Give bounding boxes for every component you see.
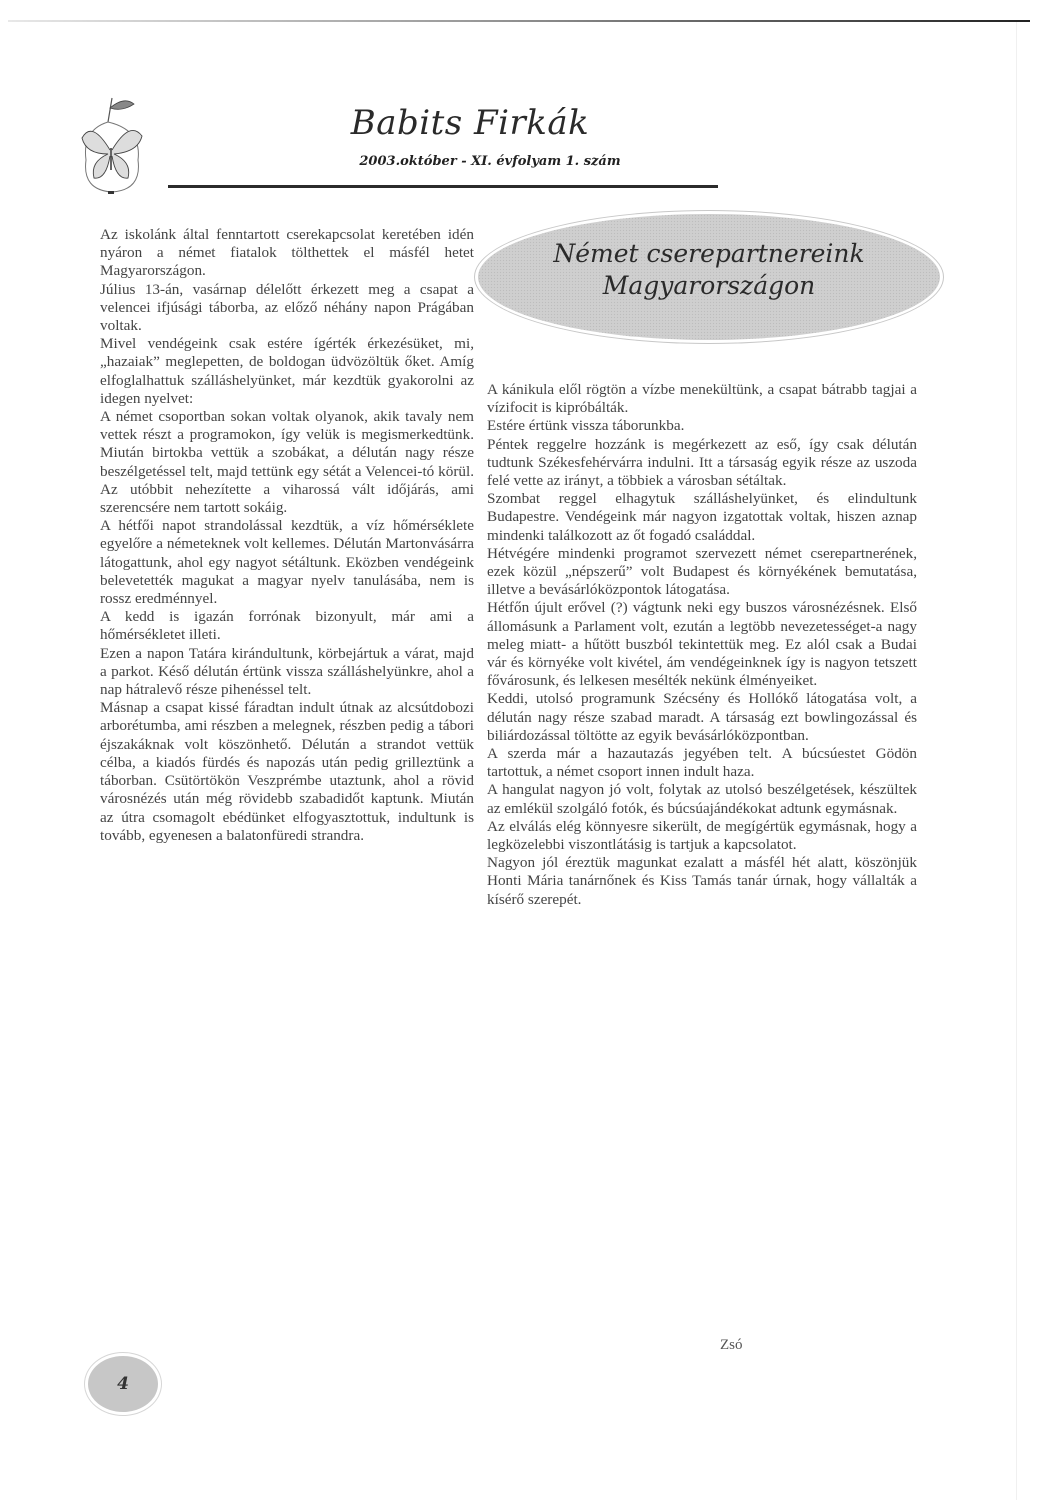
paragraph: Hétvégére mindenki programot szervezett német cserepartnerének, ezek közül „népszerű” volt Budapest és környékének bemutatása, illetve a bevásárlóközpontok látogatása. — [487, 544, 917, 599]
newsletter-title: Babits Firkák — [350, 103, 590, 143]
paragraph: A hangulat nagyon jó volt, folytak az utolsó beszélgetések, készültek az emlékül szolgáló fotók, és búcsúajándékokat adtunk egymásnak. — [487, 781, 917, 817]
masthead-divider — [168, 185, 718, 188]
author-signature: Zsó — [720, 1337, 743, 1353]
paragraph: A kedd is igazán forrónak bizonyult, már ami a hőmérsékletet illeti. — [100, 608, 474, 644]
scan-right-edge — [1016, 22, 1017, 1500]
article-title-line1: Német cserepartnereink — [553, 239, 865, 268]
paragraph: A kánikula elől rögtön a vízbe menekültünk, a csapat bátrabb tagjai a vízifocit is kipróbálták. — [487, 381, 917, 417]
pear-butterfly-icon — [72, 90, 162, 200]
paragraph: A német csoportban sokan voltak olyanok, akik tavaly nem vettek részt a programokon, így velük is megismerkedtünk. Miután birtokba vettük a szobákat, a délután nagy része beszélgetéssel telt, majd tettünk egy sétát a Velencei-tó körül. Az utóbbit nehezítette a viharossá vált időjárás, ami szerencsére nem tartott sokáig. — [100, 408, 474, 517]
paragraph: A hétfői napot strandolással kezdtük, a víz hőmérséklete egyelőre a németeknek volt kellemes. Délután Martonvásárra látogattunk, ahol egy nagyot sétáltunk. Eközben vendégeink belevetették magukat a magyar nyelv tanulásába, nem is rossz eredménnyel. — [100, 517, 474, 608]
paragraph: Keddi, utolsó programunk Szécsény és Hollókő látogatása volt, a délután nagy része szabad maradt. A társaság ezt bowlingozással és biliárdozással töltötte az egyik bevásárlóközpontban. — [487, 690, 917, 744]
paragraph: A szerda már a hazautazás jegyében telt. A búcsúestet Gödön tartottuk, a német csoport innen indult haza. — [487, 745, 917, 781]
paragraph: Másnap a csapat kissé fáradtan indult útnak az alcsútdobozi arborétumba, ami részben a melegnek, részben pedig a tábori éjszakáknak volt köszönhető. Délután a strandot vettük célba, a kiadós fürdés és napozás után pedig grilleztünk a táborban. Csütörtökön Veszprémbe utaztunk, ahol a rövid városnézés után még rövidebb szabadidőt kaptunk. Miután az útra csomagolt ebédünket elfogyasztottuk, indultunk is tovább, egyenesen a balatonfüredi strandra. — [100, 699, 474, 844]
issue-info: 2003.október - XI. évfolyam 1. szám — [359, 154, 621, 169]
paragraph: Július 13-án, vasárnap délelőtt érkezett meg a csapat a velencei ifjúsági táborba, az előző néhány napon Prágában voltak. — [100, 280, 474, 335]
left-column — [100, 226, 474, 845]
paragraph: Szombat reggel elhagytuk szálláshelyünket, és elindultunk Budapestre. Vendégeink már nagyon izgatottak voltak, hiszen aznap mindenki találkozott az őt fogadó családdal. — [487, 490, 917, 544]
paragraph: Az elválás elég könnyesre sikerült, de megígértük egymásnak, hogy a legközelebbi viszontlátásig is tartjuk a kapcsolatot. — [487, 817, 917, 854]
paragraph: Hétfőn újult erővel (?) vágtunk neki egy buszos városnézésnek. Első állomásunk a Parlament volt, ezután a legtöbb nevezetességet-a nagy meleg miatt- a hűtött buszból tekintettük meg. Ez alól csak a Budai vár és környéke volt kivétel, ám vendégeinknek így is nagyon tetszett fővárosunk, és lelkesen mesélték nekünk élményeiket. — [487, 599, 917, 690]
paragraph: Estére értünk vissza táborunkba. — [487, 417, 685, 435]
paragraph: Péntek reggelre hozzánk is megérkezett az eső, így csak délután tudtunk Székesfehérvárra indulni. Itt a társaság egyik része az uszoda felé vette az irányt, a többiek a városban sétáltak. — [487, 435, 917, 490]
paragraph: Mivel vendégeink csak estére ígérték érkezésüket, mi, „hazaiak” meglepetten, de boldogan üdvözöltük őket. Amíg elfoglalhattuk szálláshelyünket, már kezdtük gyakorolni az idegen nyelvet: — [100, 335, 474, 407]
article-title — [478, 238, 940, 302]
right-column — [487, 381, 917, 909]
paragraph: Az iskolánk által fenntartott cserekapcsolat keretében idén nyáron a német fiatalok tölthettek el másfél hetet Magyarországon. — [100, 226, 474, 280]
page-number: 4 — [117, 1374, 129, 1394]
scan-edge-line — [8, 20, 1030, 22]
paragraph: Ezen a napon Tatára kirándultunk, körbejártuk a várat, majd a parkot. Késő délután értünk vissza szálláshelyünkre, ahol a nap hátralevő része pihenéssel telt. — [100, 644, 474, 699]
article-title-line2: Magyarországon — [602, 271, 816, 300]
page-number-badge — [88, 1356, 158, 1412]
paragraph: Nagyon jól éreztük magunkat ezalatt a másfél hét alatt, köszönjük Honti Mária tanárnőnek és Kiss Tamás tanár úrnak, hogy vállalták a kísérő szerepét. — [487, 854, 917, 908]
